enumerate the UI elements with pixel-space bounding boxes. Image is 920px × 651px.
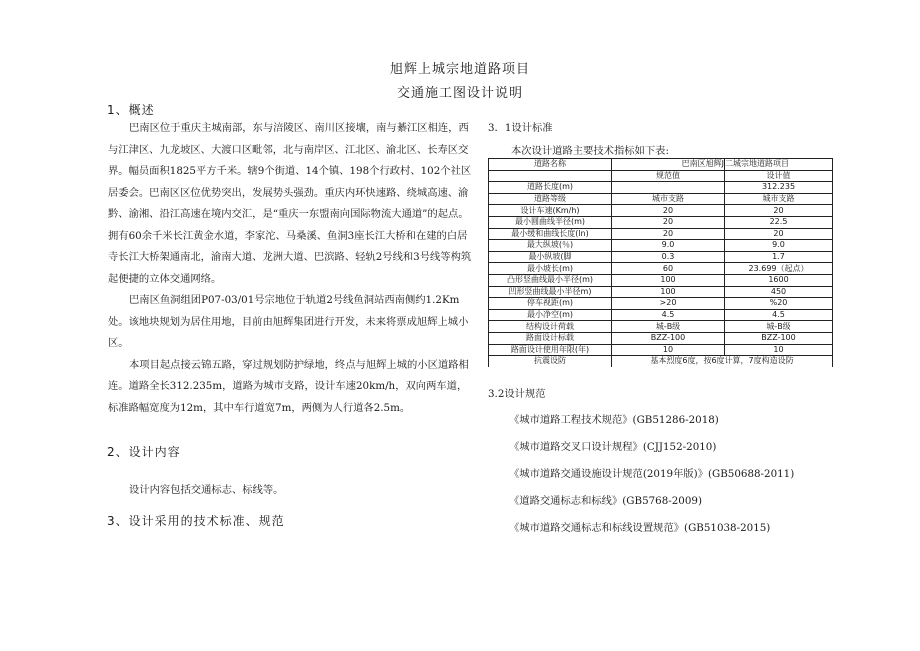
- row-design-value: 312.235: [725, 182, 833, 194]
- standard-item: 《城市道路交通标志和标线设置规范》(GB51038-2015): [509, 522, 771, 534]
- row-label: 最小纵坡(脚: [489, 251, 612, 263]
- row-design-value: 22.5: [725, 216, 833, 228]
- row-spec-value: 20: [612, 228, 725, 240]
- row-spec-value: BZZ-100: [612, 332, 725, 344]
- header-name-right: 二城宗地道路项目: [725, 159, 833, 171]
- row-spec-value: 100: [612, 286, 725, 298]
- table-row: [489, 274, 833, 286]
- row-spec-value: 100: [612, 274, 725, 286]
- table-row: [489, 251, 833, 263]
- table-header-row: [489, 159, 833, 171]
- row-label: 最小缓和曲线长度(ln): [489, 228, 612, 240]
- table-subheader-row: [489, 170, 833, 182]
- row-design-value: 1.7: [725, 251, 833, 263]
- row-label: 停车视距(m): [489, 298, 612, 310]
- section-3-2-heading: 3.2设计规范: [488, 388, 546, 400]
- table-row: [489, 263, 833, 275]
- header-name-left: 巴南区旭辉J: [612, 159, 725, 171]
- page-title: 旭辉上城宗地道路项目: [389, 62, 530, 77]
- row-label: 最大纵坡(％): [489, 240, 612, 252]
- row-design-value: 10: [725, 344, 833, 356]
- row-design-value: 20: [725, 205, 833, 217]
- spec-table: [488, 158, 833, 367]
- section-3-1-heading: 3．1设计标准: [488, 122, 553, 134]
- paragraph: 巴南区鱼洞组团P07-03/01号宗地位于轨道2号线鱼洞站西南侧约1.2Km处。该地块规划为居住用地，目前由旭辉集团进行开发，未来将票成旭辉上城小区。: [108, 294, 469, 349]
- table-row: [489, 344, 833, 356]
- table-row: [489, 321, 833, 333]
- table-row: [489, 240, 833, 252]
- row-spec-value: [612, 182, 725, 194]
- page-subtitle: 交通施工图设计说明: [396, 86, 523, 101]
- table-intro: 本次设计道路主要技术指标如下表:: [511, 145, 669, 157]
- row-design-value: 23.699（起点）: [725, 263, 833, 275]
- table-row: [489, 193, 833, 205]
- row-spec-value: 城市支路: [612, 193, 725, 205]
- row-spec-value: 20: [612, 216, 725, 228]
- row-design-value: 城市支路: [725, 193, 833, 205]
- row-design-value: BZZ-100: [725, 332, 833, 344]
- standard-item: 《城市道路交叉口设计规程》(CJJ152-2010): [509, 441, 717, 453]
- row-design-value: %20: [725, 298, 833, 310]
- row-design-value: 20: [725, 228, 833, 240]
- col-design-header: 设计值: [725, 170, 833, 182]
- row-design-value: 1600: [725, 274, 833, 286]
- paragraph: 本项目起点接云锦五路，穿过规划防护绿地，终点与旭辉上城的小区道路相连。道路全长312.235m，道路为城市支路，设计车速20km/h，双向两车道，标准路幅宽度为12m，其中车行道宽7m，两侧为人行道各2.5m。: [108, 358, 469, 414]
- row-spec-value: 10: [612, 344, 725, 356]
- row-label: 凹形竖曲线最小半径m): [489, 286, 612, 298]
- row-spec-value: >20: [612, 298, 725, 310]
- row-design-value: 城-B级: [725, 321, 833, 333]
- row-spec-value: 0.3: [612, 251, 725, 263]
- section-1-heading: 1、概述: [107, 103, 155, 117]
- table-row: [489, 205, 833, 217]
- table-row: [489, 216, 833, 228]
- row-label: 路面设计标载: [489, 332, 612, 344]
- row-spec-value: 城-B级: [612, 321, 725, 333]
- subheader-empty: [489, 170, 612, 182]
- row-label: 抗震设防: [489, 356, 612, 367]
- standards-list: [509, 407, 794, 542]
- row-spec-value: 20: [612, 205, 725, 217]
- row-label: 凸形竖曲线最小半径(m): [489, 274, 612, 286]
- row-label: 路面设计使用年限(年): [489, 344, 612, 356]
- row-label: 最小坡长(m): [489, 263, 612, 275]
- row-label: 道路等级: [489, 193, 612, 205]
- standard-item: 《城市道路交通设施设计规范(2019年版)》(GB50688-2011): [509, 468, 795, 480]
- row-design-value: 9.0: [725, 240, 833, 252]
- row-label: 设计车速(Km/h): [489, 205, 612, 217]
- table-row: [489, 228, 833, 240]
- paragraph: 巴南区位于重庆主城南部，东与涪陵区、南川区接壤，南与綦江区相连，西与江津区、九龙坡区、大渡口区毗邻，北与南岸区、江北区、渝北区、长寿区交界。幅员面积1825平方千米。辖9个街道、14个镇、198个行政村、102个社区居委会。巴南区区位优势突出，发展势头强劲。重庆内环快速路、绕城高速、渝黔、渝湘、沿江高速在境内交汇，是“重庆一东盟南向国际物流大通道”的起点。拥有60余千米长江黄金水道，李家沱、马桑溪、鱼洞3座长江大桥和在建的白居寺长江大桥架通南北，渝南大道、龙洲大道、巴滨路、轻轨2号线和3号线等构筑起便捷的立体交通网络。: [108, 122, 472, 285]
- row-merged-value: 基本烈度6度，按6度计算，7度构造设防: [612, 356, 833, 367]
- row-spec-value: 9.0: [612, 240, 725, 252]
- table-row: [489, 356, 833, 367]
- section-3-heading: 3、设计采用的技术标准、规范: [107, 514, 285, 528]
- row-label: 最小净空(m): [489, 309, 612, 321]
- row-label: 最小圆曲线半径(m): [489, 216, 612, 228]
- row-design-value: 4.5: [725, 309, 833, 321]
- row-spec-value: 4.5: [612, 309, 725, 321]
- row-label: 道路长度(m): [489, 182, 612, 194]
- standard-item: 《城市道路工程技术规范》(GB51286-2018): [509, 414, 719, 426]
- header-label: 道路名称: [489, 159, 612, 171]
- row-spec-value: 60: [612, 263, 725, 275]
- section-1-body: [108, 118, 474, 419]
- col-spec-header: 规范值: [612, 170, 725, 182]
- table-row: [489, 332, 833, 344]
- table-row: [489, 286, 833, 298]
- section-2-heading: 2、设计内容: [107, 445, 181, 459]
- standard-item: 《道路交通标志和标线》(GB5768-2009): [509, 495, 702, 507]
- table-row: [489, 182, 833, 194]
- section-2-body: 设计内容包括交通标志、标线等。: [129, 484, 284, 496]
- table-row: [489, 309, 833, 321]
- row-design-value: 450: [725, 286, 833, 298]
- table-row: [489, 298, 833, 310]
- row-label: 结构设计荷载: [489, 321, 612, 333]
